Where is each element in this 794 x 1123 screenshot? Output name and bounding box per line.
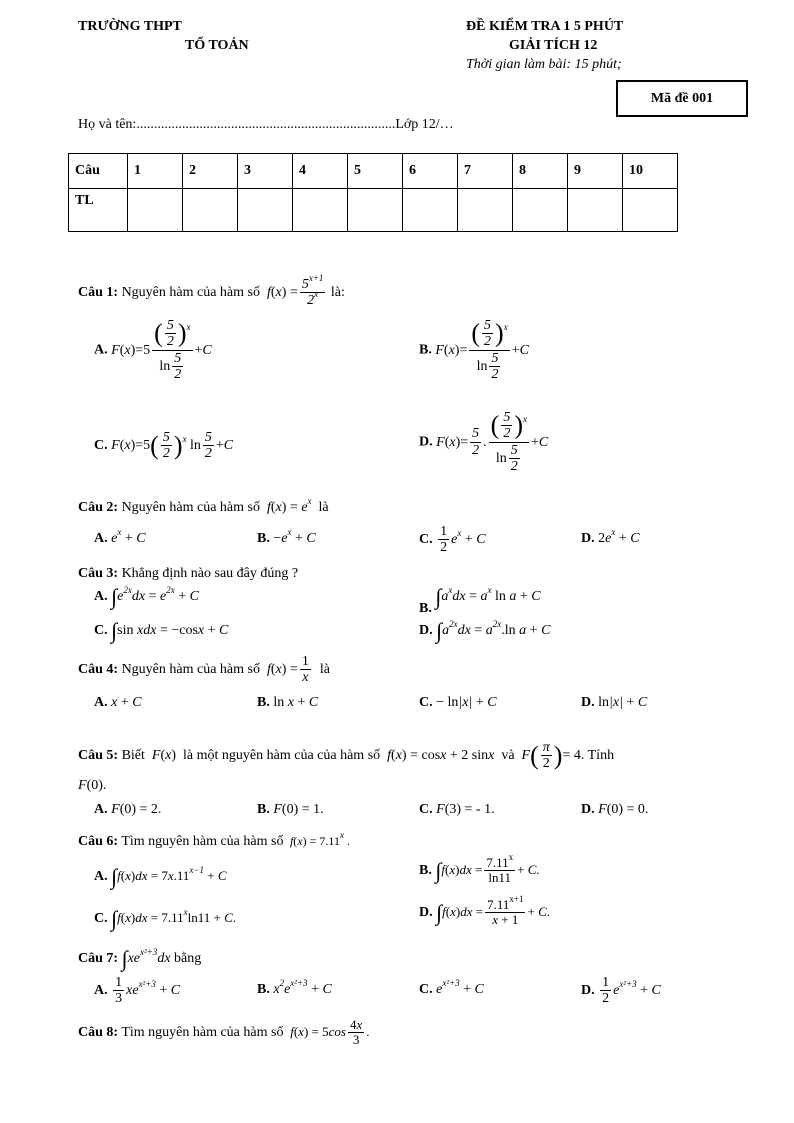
answer-cell[interactable] <box>183 189 238 232</box>
option-7a[interactable]: A. $\frac{1}{3}$ $xe^{x^2+3} + C$ <box>94 975 181 1007</box>
formula: $e^{x^2+3} + C$ <box>436 978 484 997</box>
option-6c[interactable]: C. $\int f(x)dx = 7.11^x\ln 11 + C$. <box>94 906 237 931</box>
option-4c[interactable]: C. − ln|x| + C <box>419 695 497 710</box>
question-tail: là <box>318 500 329 515</box>
formula: F(x)=5( $\frac{5}{2}$ )$^x$ ln $\frac{5}{2}$ +C <box>111 430 234 462</box>
question-label: Câu 2: <box>78 500 119 515</box>
option-2a[interactable]: A. $e^x + C$ <box>94 527 146 546</box>
option-4b[interactable]: B. ln x + C <box>257 695 319 710</box>
formula: $f(x) = e^x$ <box>263 496 312 515</box>
option-2d[interactable]: D. $2e^x + C$ <box>581 527 640 546</box>
question-label: Câu 3: <box>78 566 119 581</box>
option-7d[interactable]: D. $\frac{1}{2}$ $e^{x^2+3} + C$ <box>581 975 661 1007</box>
answer-row-label: TL <box>69 189 128 232</box>
formula: f(x) = 5cos $\frac{4x}{3}$ . <box>286 1017 370 1048</box>
formula: f(x) = $\frac{1}{x}$ <box>263 654 309 686</box>
department: TỔ TOÁN <box>185 38 249 53</box>
question-tail: bằng <box>174 951 202 967</box>
question-text: Khẳng định nào sau đây đúng ? <box>121 566 299 581</box>
question-number: 2 <box>183 154 238 189</box>
question-2 <box>78 496 329 516</box>
formula: $\int f(x)dx = 7.11^x\ln 11 + C$. <box>111 906 237 931</box>
option-7b[interactable]: B. $x^2e^{x^2+3} + C$ <box>257 978 332 997</box>
option-1c[interactable]: C. F(x)=5( $\frac{5}{2}$ )$^x$ ln $\frac{5}{2}$ +C <box>94 430 234 462</box>
question-label: Câu 1: <box>78 285 119 301</box>
question-label: Câu 5: <box>78 748 119 764</box>
option-6b[interactable]: B. ∫f(x)dx = $\frac{7.11^x}{\ln 11}$ + C. <box>419 852 540 886</box>
school-name: TRƯỜNG THPT <box>78 19 182 34</box>
answer-cell[interactable] <box>348 189 403 232</box>
formula: f(x) = cosx + 2 sinx <box>383 748 498 764</box>
option-1b[interactable]: B. F(x)= ( $\frac{5}{2}$ )$^x$ ln $\frac{5}{2}$ +C <box>419 318 529 383</box>
student-info-line: Họ và tên:..........................................................................Lớp 12/… <box>78 117 454 132</box>
formula: $\int e^{2x}dx = e^{2x} + C$ <box>111 584 199 609</box>
answer-cell[interactable] <box>513 189 568 232</box>
formula: $2e^x + C$ <box>598 527 640 546</box>
question-tail: là: <box>330 285 345 301</box>
formula: $\int a^xdx = a^x$ ln a + C <box>435 584 541 609</box>
formula: ln x + C <box>273 695 319 710</box>
formula: ∫f(x)dx = $\frac{7.11^{x+1}}{x + 1}$ + C. <box>436 894 550 928</box>
option-4a[interactable]: A. x + C <box>94 695 142 710</box>
formula: $e^x + C$ <box>111 527 146 546</box>
question-label: Câu 8: <box>78 1024 119 1040</box>
formula: F(0) = 1. <box>273 802 324 817</box>
question-number: 9 <box>568 154 623 189</box>
formula: F(x)=5 ( $\frac{5}{2}$ )$^x$ ln $\frac{5}{2}$ +C <box>111 318 212 383</box>
option-5d[interactable]: D. F(0) = 0. <box>581 802 649 817</box>
question-number: 6 <box>403 154 458 189</box>
subject: GIẢI TÍCH 12 <box>509 38 598 53</box>
formula: $\int a^{2x}dx = a^{2x}.\ln$ a + C <box>436 618 551 643</box>
formula: ∫f(x)dx = $\frac{7.11^x}{\ln 11}$ + C. <box>435 852 540 886</box>
question-1 <box>78 273 345 309</box>
formula: x + C <box>111 695 142 710</box>
formula: F(0) = 0. <box>598 802 649 817</box>
option-1a[interactable]: A. F(x)=5 ( $\frac{5}{2}$ )$^x$ ln $\frac{5}{2}$ +C <box>94 318 212 383</box>
option-7c[interactable]: C. $e^{x^2+3} + C$ <box>419 978 484 997</box>
option-4d[interactable]: D. ln|x| + C <box>581 695 648 710</box>
formula: F(x)= ( $\frac{5}{2}$ )$^x$ ln $\frac{5}{2}$ +C <box>435 318 529 383</box>
question-text: Nguyên hàm của hàm số <box>121 500 260 515</box>
formula: F( $\frac{\pi}{2}$ )= 4 <box>518 740 581 772</box>
answer-cell[interactable] <box>568 189 623 232</box>
formula: F(x) <box>148 748 177 764</box>
question-number: 10 <box>623 154 678 189</box>
question-text: Tìm nguyên hàm của hàm số <box>121 1024 284 1040</box>
formula: F(0) = 2. <box>111 802 162 817</box>
formula: ∫sin xdx = −cosx + C <box>111 618 229 643</box>
question-text: Nguyên hàm của hàm số <box>121 662 260 678</box>
question-7 <box>78 946 201 972</box>
question-6 <box>78 830 350 850</box>
answer-table <box>68 153 678 232</box>
formula: ln|x| + C <box>598 695 648 710</box>
option-3a[interactable]: A. $\int e^{2x}dx = e^{2x} + C$ <box>94 584 199 609</box>
formula: $\int f(x)dx = 7x.11^{x-1} + C$ <box>111 864 227 889</box>
formula: $\frac{1}{2}$ $e^{x^2+3} + C$ <box>602 975 661 1007</box>
answer-table-header: Câu <box>69 154 128 189</box>
question-tail: là <box>319 662 330 678</box>
question-number: 3 <box>238 154 293 189</box>
formula: $x^2e^{x^2+3} + C$ <box>273 978 332 997</box>
option-1d[interactable]: D. F(x)= $\frac{5}{2}$ . ( $\frac{5}{2}$ )$^x$ ln $\frac{5}{2}$ +C <box>419 410 549 475</box>
question-number: 5 <box>348 154 403 189</box>
option-6d[interactable]: D. ∫f(x)dx = $\frac{7.11^{x+1}}{x + 1}$ + C. <box>419 894 550 928</box>
option-5a[interactable]: A. F(0) = 2. <box>94 802 162 817</box>
formula: − ln|x| + C <box>436 695 497 710</box>
question-8 <box>78 1018 370 1048</box>
option-5b[interactable]: B. F(0) = 1. <box>257 802 324 817</box>
answer-cell[interactable] <box>458 189 513 232</box>
exam-title: ĐỀ KIỂM TRA 1 5 PHÚT <box>466 19 624 34</box>
question-number: 7 <box>458 154 513 189</box>
formula: F(x)= $\frac{5}{2}$ . ( $\frac{5}{2}$ )$^x$ ln $\frac{5}{2}$ +C <box>436 410 549 475</box>
formula: $\frac{1}{2}$ $e^x + C$ <box>440 524 486 556</box>
answer-cell[interactable] <box>128 189 183 232</box>
question-number: 4 <box>293 154 348 189</box>
formula: $\int xe^{x^2+3}dx$ <box>121 946 171 971</box>
answer-cell[interactable] <box>293 189 348 232</box>
formula: $\frac{1}{3}$ $xe^{x^2+3} + C$ <box>115 975 181 1007</box>
question-label: Câu 4: <box>78 662 119 678</box>
option-3d[interactable]: D. $\int a^{2x}dx = a^{2x}.\ln$ a + C <box>419 618 551 643</box>
question-4 <box>78 654 330 686</box>
option-6a[interactable]: A. $\int f(x)dx = 7x.11^{x-1} + C$ <box>94 864 227 889</box>
formula: F(0). <box>78 778 107 793</box>
question-text: Nguyên hàm của hàm số <box>121 285 260 301</box>
question-text: Tìm nguyên hàm của hàm số <box>121 834 284 849</box>
option-3b[interactable]: B. $\int a^xdx = a^x$ ln a + C <box>419 584 541 617</box>
question-3 <box>78 566 298 582</box>
question-label: Câu 7: <box>78 951 119 967</box>
question-number: 8 <box>513 154 568 189</box>
option-5c[interactable]: C. F(3) = - 1. <box>419 802 495 817</box>
formula: F(3) = - 1. <box>436 802 495 817</box>
exam-code-box: Mã đề 001 <box>616 80 748 117</box>
question-label: Câu 6: <box>78 834 119 849</box>
time-limit: Thời gian làm bài: 15 phút; <box>466 57 622 72</box>
answer-cell[interactable] <box>623 189 678 232</box>
option-2c[interactable]: C. $\frac{1}{2}$ $e^x + C$ <box>419 524 486 556</box>
option-3c[interactable]: C. ∫sin xdx = −cosx + C <box>94 618 229 643</box>
answer-cell[interactable] <box>403 189 458 232</box>
formula: $-e^x + C$ <box>273 527 316 546</box>
formula: $f(x) = 7.11^x$ . <box>286 830 350 848</box>
option-2b[interactable]: B. $-e^x + C$ <box>257 527 316 546</box>
question-number: 1 <box>128 154 183 189</box>
answer-cell[interactable] <box>238 189 293 232</box>
question-5: Câu 5: Biết F(x) là một nguyên hàm của của hàm số f(x) = cosx + 2 sinx và F( $\frac{\pi}{2}$ )= 4. Tính <box>78 740 615 772</box>
formula: f(x) = $\frac{5^{x+1}}{2^x}$ <box>263 273 324 309</box>
